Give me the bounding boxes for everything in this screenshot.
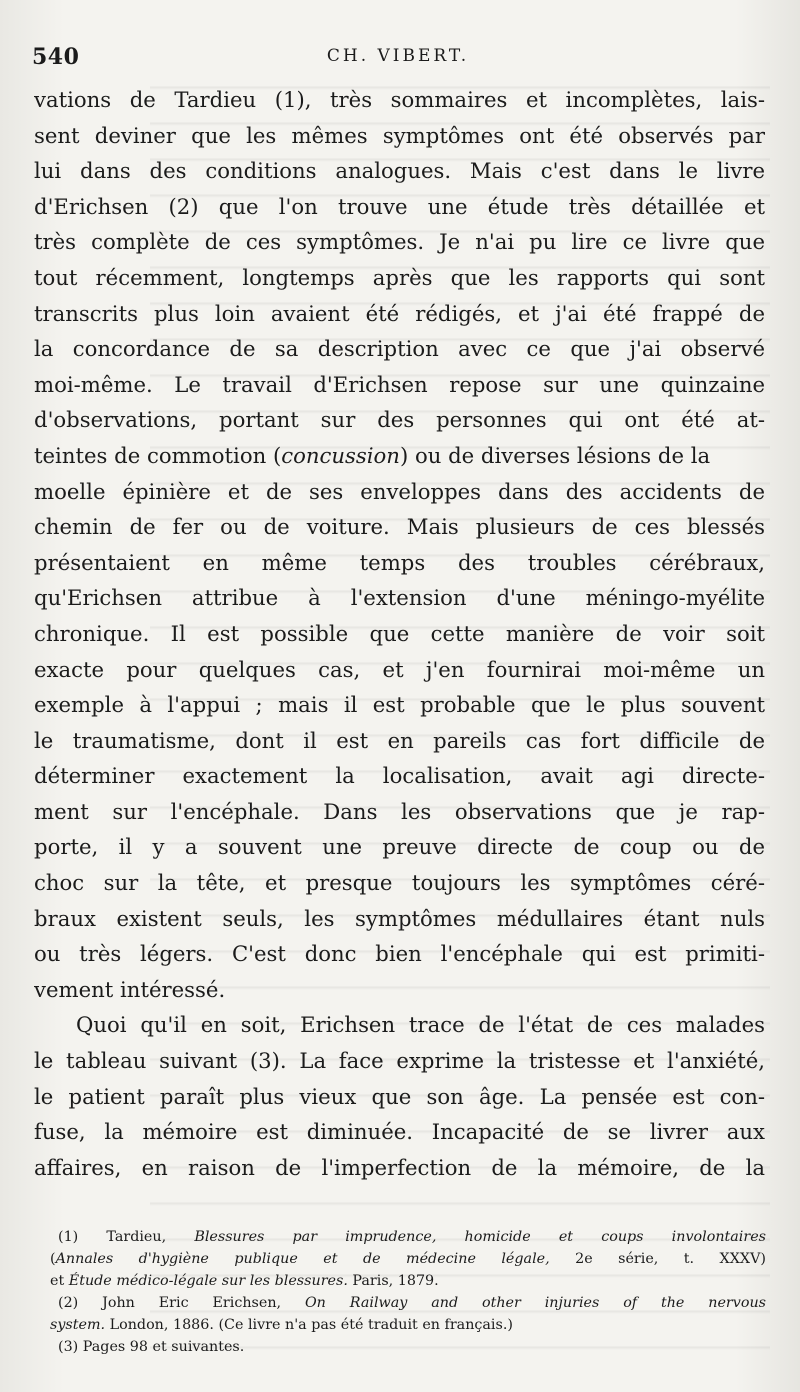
text-line: qu'Erichsen attribue à l'extension d'une méningo-myélite xyxy=(34,585,765,611)
text-segment: ) ou de diverses lésions de la xyxy=(399,442,711,468)
text-line: affaires, en raison de l'imperfection de la mémoire, de la xyxy=(34,1154,765,1180)
footnote-2 xyxy=(50,1292,766,1314)
text-line: exacte pour quelques cas, et j'en fournirai moi-même un xyxy=(34,656,765,682)
footnote-title: On Railway and other injuries of the nervous xyxy=(304,1295,766,1311)
text-line: sent deviner que les mêmes symptômes ont été observés par xyxy=(34,122,765,148)
text-line: ment sur l'encéphale. Dans les observations que je rap- xyxy=(34,798,765,824)
footnote-title: system. xyxy=(50,1317,106,1333)
text-line: fuse, la mémoire est diminuée. Incapacité de se livrer aux xyxy=(34,1119,765,1145)
text-line: lui dans des conditions analogues. Mais c'est dans le livre xyxy=(34,158,765,184)
text-line: le traumatisme, dont il est en pareils cas fort difficile de xyxy=(34,727,765,753)
page-header xyxy=(28,42,768,72)
text-line xyxy=(34,438,765,474)
running-head: CH. VIBERT. xyxy=(326,46,470,66)
text-line: déterminer exactement la localisation, avait agi directe- xyxy=(34,763,765,789)
text-line: vement intéressé. xyxy=(34,976,226,1002)
footnote-text: (2) John Eric Erichsen, xyxy=(58,1295,305,1311)
text-line: porte, il y a souvent une preuve directe de coup ou de xyxy=(34,834,765,860)
footnote-title: Étude médico-légale sur les blessures. xyxy=(68,1273,348,1289)
text-line: le patient paraît plus vieux que son âge. La pensée est con- xyxy=(34,1083,765,1109)
text-line: d'Erichsen (2) que l'on trouve une étude très détaillée et xyxy=(34,193,765,219)
text-line: ou très légers. C'est donc bien l'encéphale qui est primiti- xyxy=(34,941,765,967)
text-line: moelle épinière et de ses enveloppes dans des accidents de xyxy=(34,478,765,504)
footnote-title: Blessures par imprudence, homicide et coups involontaires xyxy=(194,1229,766,1245)
footnote-title: Annales d'hygiène publique et de médecine légale, xyxy=(55,1251,550,1267)
footnote-1-cont xyxy=(50,1248,766,1270)
footnotes xyxy=(50,1226,766,1358)
footnote-text: et xyxy=(50,1273,69,1289)
text-line: braux existent seuls, les symptômes médullaires étant nuls xyxy=(34,905,765,931)
footnote-1-cont xyxy=(50,1270,766,1292)
body-text xyxy=(34,82,765,1185)
footnote-text: London, 1886. (Ce livre n'a pas été traduit en français.) xyxy=(105,1317,513,1333)
footnote-text: 2e série, t. XXXV) xyxy=(549,1251,766,1267)
text-line: tout récemment, longtemps après que les rapports qui sont xyxy=(34,264,765,290)
italic-term: concussion xyxy=(281,442,400,468)
text-line: transcrits plus loin avaient été rédigés, et j'ai été frappé de xyxy=(34,300,765,326)
footnote-1 xyxy=(50,1226,766,1248)
footnote-text: Paris, 1879. xyxy=(347,1273,439,1289)
text-line: présentaient en même temps des troubles cérébraux, xyxy=(34,549,765,575)
page-number: 540 xyxy=(32,44,80,70)
footnote-text: (1) Tardieu, xyxy=(58,1229,195,1245)
text-line: très complète de ces symptômes. Je n'ai pu lire ce livre que xyxy=(34,229,765,255)
text-line: exemple à l'appui ; mais il est probable que le plus souvent xyxy=(34,692,765,718)
text-line: d'observations, portant sur des personnes qui ont été at- xyxy=(34,407,765,433)
text-line: le tableau suivant (3). La face exprime la tristesse et l'anxiété, xyxy=(34,1048,765,1074)
text-line: moi-même. Le travail d'Erichsen repose sur une quinzaine xyxy=(34,371,765,397)
text-line: choc sur la tête, et presque toujours les symptômes céré- xyxy=(34,870,765,896)
footnote-text: ( xyxy=(50,1251,56,1267)
text-line: chronique. Il est possible que cette manière de voir soit xyxy=(34,620,765,646)
footnote-2-cont xyxy=(50,1314,766,1336)
text-line: vations de Tardieu (1), très sommaires et incomplètes, lais- xyxy=(34,87,765,112)
text-segment: teintes de commotion ( xyxy=(34,442,282,468)
text-line: chemin de fer ou de voiture. Mais plusieurs de ces blessés xyxy=(34,514,765,540)
paragraph-start-line: Quoi qu'il en soit, Erichsen trace de l'état de ces malades xyxy=(76,1012,765,1038)
text-line: la concordance de sa description avec ce que j'ai observé xyxy=(34,336,765,362)
footnote-3: (3) Pages 98 et suivantes. xyxy=(58,1339,245,1355)
